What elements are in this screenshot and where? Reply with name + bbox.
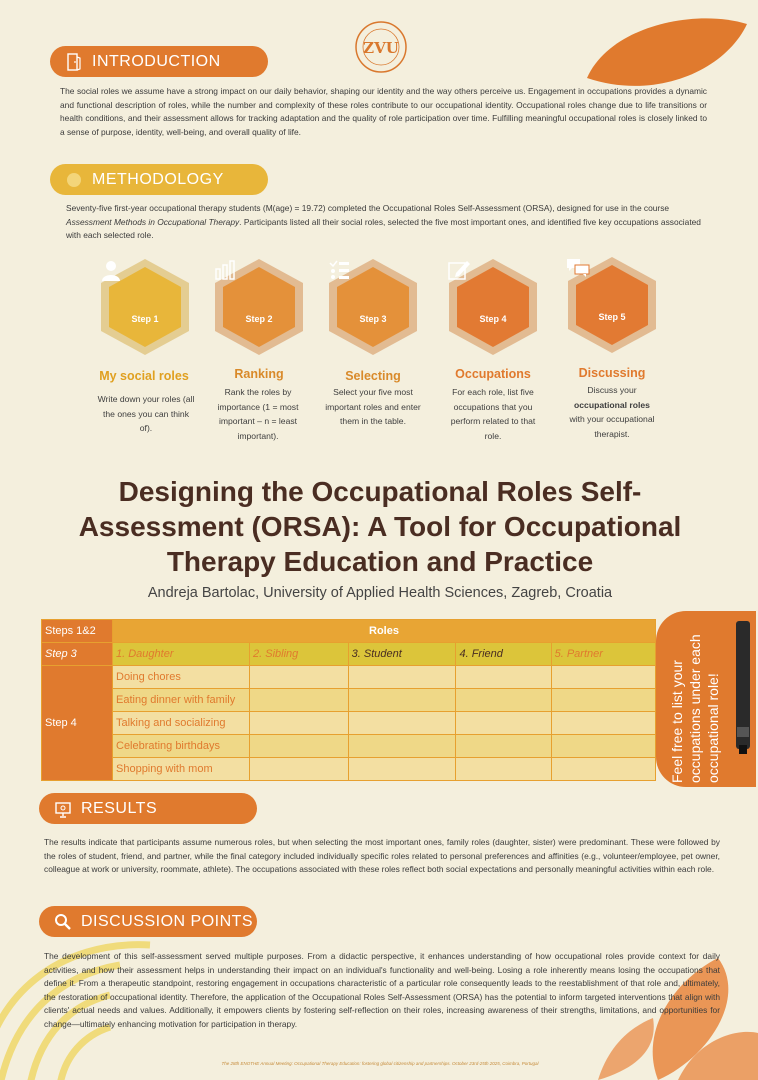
step-5-label: Step 5 [598, 312, 626, 322]
methodology-heading-text: METHODOLOGY [92, 170, 224, 188]
role-cell[interactable]: 3. Student [348, 643, 456, 666]
empty-cell[interactable] [348, 735, 456, 758]
role-cell[interactable]: 4. Friend [456, 643, 551, 666]
step-2-title: Ranking [234, 367, 284, 381]
discussion-heading [39, 906, 257, 937]
door-icon [64, 52, 84, 72]
step-3-title: Selecting [345, 369, 401, 383]
empty-cell[interactable] [348, 758, 456, 781]
occupation-cell[interactable]: Celebrating birthdays [113, 735, 250, 758]
introduction-heading [50, 46, 268, 77]
side-note-line-2: occupations under each [687, 634, 703, 783]
checklist-icon [327, 259, 351, 281]
step-4-hexagon [447, 259, 539, 355]
step-4-title: Occupations [455, 367, 531, 381]
empty-cell[interactable] [551, 689, 655, 712]
empty-cell[interactable] [250, 712, 349, 735]
step-2-label: Step 2 [245, 314, 273, 324]
role-cell[interactable]: 2. Sibling [250, 643, 349, 666]
step-4-description: For each role, list five occupations that you perform related to that role. [450, 387, 536, 441]
chat-icon [566, 257, 590, 279]
step-1-description: Write down your roles (all the ones you can think of). [97, 394, 195, 433]
empty-cell[interactable] [250, 758, 349, 781]
empty-cell[interactable] [456, 758, 551, 781]
table-row [42, 758, 656, 781]
occupation-cell[interactable]: Doing chores [113, 666, 250, 689]
side-note-line-3: occupational role! [705, 673, 721, 783]
empty-cell[interactable] [250, 666, 349, 689]
empty-cell[interactable] [348, 689, 456, 712]
table-header-row [42, 620, 656, 643]
step-3-description: Select your five most important roles and enter them in the table. [325, 387, 421, 426]
empty-cell[interactable] [348, 666, 456, 689]
roles-header-cell: Roles [113, 620, 656, 643]
role-cell[interactable]: 5. Partner [551, 643, 655, 666]
author-line: Andreja Bartolac, University of Applied Health Sciences, Zagreb, Croatia [147, 585, 613, 601]
marker-pen [733, 617, 753, 755]
step-4-label: Step 4 [479, 314, 507, 324]
methodology-text: Seventy-five first-year occupational therapy students (M(age) = 19.72) completed the Occupational Roles Self-Assessment (ORSA), designed for use in the course Assessment Methods in Occupational Therapy. Participants listed all their social roles, selected the five most important ones, and identified five key occupations associated with each selected role. [66, 203, 701, 241]
step-1-label: Step 1 [131, 314, 159, 324]
step-2-description: Rank the roles by importance (1 = most important – n = least important). [217, 387, 299, 441]
orsa-table [41, 619, 656, 781]
empty-cell[interactable] [551, 758, 655, 781]
methodology-heading [50, 164, 268, 195]
introduction-text: The social roles we assume have a strong impact on our daily behavior, shaping our identity and the way others perceive us. Engagement in occupations provides a dynamic and functional description of roles, while the number and complexity of these roles contribute to our occupational identity. Occupational roles change due to life transitions or health conditions, and their assessment allows for tracking adaptation and the quality of role participation over time. Fulfilling meaningful occupational roles is closely linked to a sense of purpose, identity, well-being, and overall quality of life. [60, 86, 707, 137]
empty-cell[interactable] [551, 735, 655, 758]
bar-chart-icon [213, 259, 237, 281]
discussion-heading-text: DISCUSSION POINTS [81, 912, 254, 930]
poster-title: Designing the Occupational Roles Self-Assessment (ORSA): A Tool for Occupational Therapy Education and Practice [78, 476, 682, 577]
search-icon [53, 912, 73, 932]
step-1-title: My social roles [99, 369, 189, 383]
occupation-cell[interactable]: Talking and socializing [113, 712, 250, 735]
results-heading-text: RESULTS [81, 799, 158, 817]
side-note-line-1: Feel free to list your [669, 660, 685, 783]
empty-cell[interactable] [551, 666, 655, 689]
occupation-cell[interactable]: Eating dinner with family [113, 689, 250, 712]
svg-text:ZVU: ZVU [363, 39, 399, 57]
empty-cell[interactable] [456, 666, 551, 689]
step-4-cell: Step 4 [42, 666, 113, 781]
step-5-title: Discussing [578, 366, 646, 380]
table-row [42, 689, 656, 712]
empty-cell[interactable] [250, 689, 349, 712]
roles-row [42, 643, 656, 666]
step-3-hexagon [327, 259, 419, 355]
step-1-hexagon [99, 259, 191, 355]
steps-1-2-cell: Steps 1&2 [42, 620, 113, 643]
step-3-label: Step 3 [359, 314, 387, 324]
person-icon [99, 259, 123, 281]
empty-cell[interactable] [456, 735, 551, 758]
results-heading [39, 793, 257, 824]
table-row [42, 712, 656, 735]
results-text: The results indicate that participants assume numerous roles, but when selecting the most important ones, family roles (daughter, sister) were predominant. These were followed by the roles of student, friend, and partner, while the final category included individually specific roles related to personal preferences and affinities (e.g., volunteer/employee, pet owner, colleague at work or university, roommate, athlete). The occupations associated with these roles reflect both social expectations and personally meaningful activities within each role. [44, 837, 720, 875]
occupation-cell[interactable]: Shopping with mom [113, 758, 250, 781]
empty-cell[interactable] [551, 712, 655, 735]
leaf-decoration-top [585, 16, 750, 96]
empty-cell[interactable] [456, 689, 551, 712]
footer-text: The 28th ENOTHE Annual Meeting: Occupational Therapy Education: fostering global citizenship and partnerships. October 23rd-25th 2025, Coimbra, Portugal [221, 1061, 539, 1066]
university-logo [354, 20, 408, 74]
step-5-description: Discuss your occupational roles with your occupational therapist. [569, 385, 655, 439]
presentation-icon [53, 799, 73, 819]
side-note-text [662, 620, 722, 785]
table-row [42, 666, 656, 689]
empty-cell[interactable] [348, 712, 456, 735]
step-3-cell: Step 3 [42, 643, 113, 666]
introduction-heading-text: INTRODUCTION [92, 52, 221, 70]
table-row [42, 735, 656, 758]
step-2-hexagon [213, 259, 305, 355]
discussion-text: The development of this self-assessment served multiple purposes. From a didactic perspective, it enhances understanding of how occupational roles provide context for daily activities, and how their assessment helps in understanding their impact on an individual's functionality and well-being. Losing a role inherently means losing the occupations that define it. From a therapeutic standpoint, restoring engagement in occupations characteristic of a particular role consequently leads to the reestablishment of that role and, ultimately, the restoration of occupational identity. Therefore, the application of the Occupational Roles Self-Assessment (ORSA) has the potential to inform targeted interventions that align with clients' actual needs and values. Additionally, it empowers clients by fostering self-reflection on their roles, increasing awareness of their strengths, limitations, and opportunities for change—ultimately enhancing motivation for participation in therapy. [44, 951, 720, 1029]
empty-cell[interactable] [456, 712, 551, 735]
edit-icon [447, 259, 471, 281]
role-cell[interactable]: 1. Daughter [113, 643, 250, 666]
methodology-icon [64, 170, 84, 190]
empty-cell[interactable] [250, 735, 349, 758]
step-5-hexagon [566, 257, 658, 353]
